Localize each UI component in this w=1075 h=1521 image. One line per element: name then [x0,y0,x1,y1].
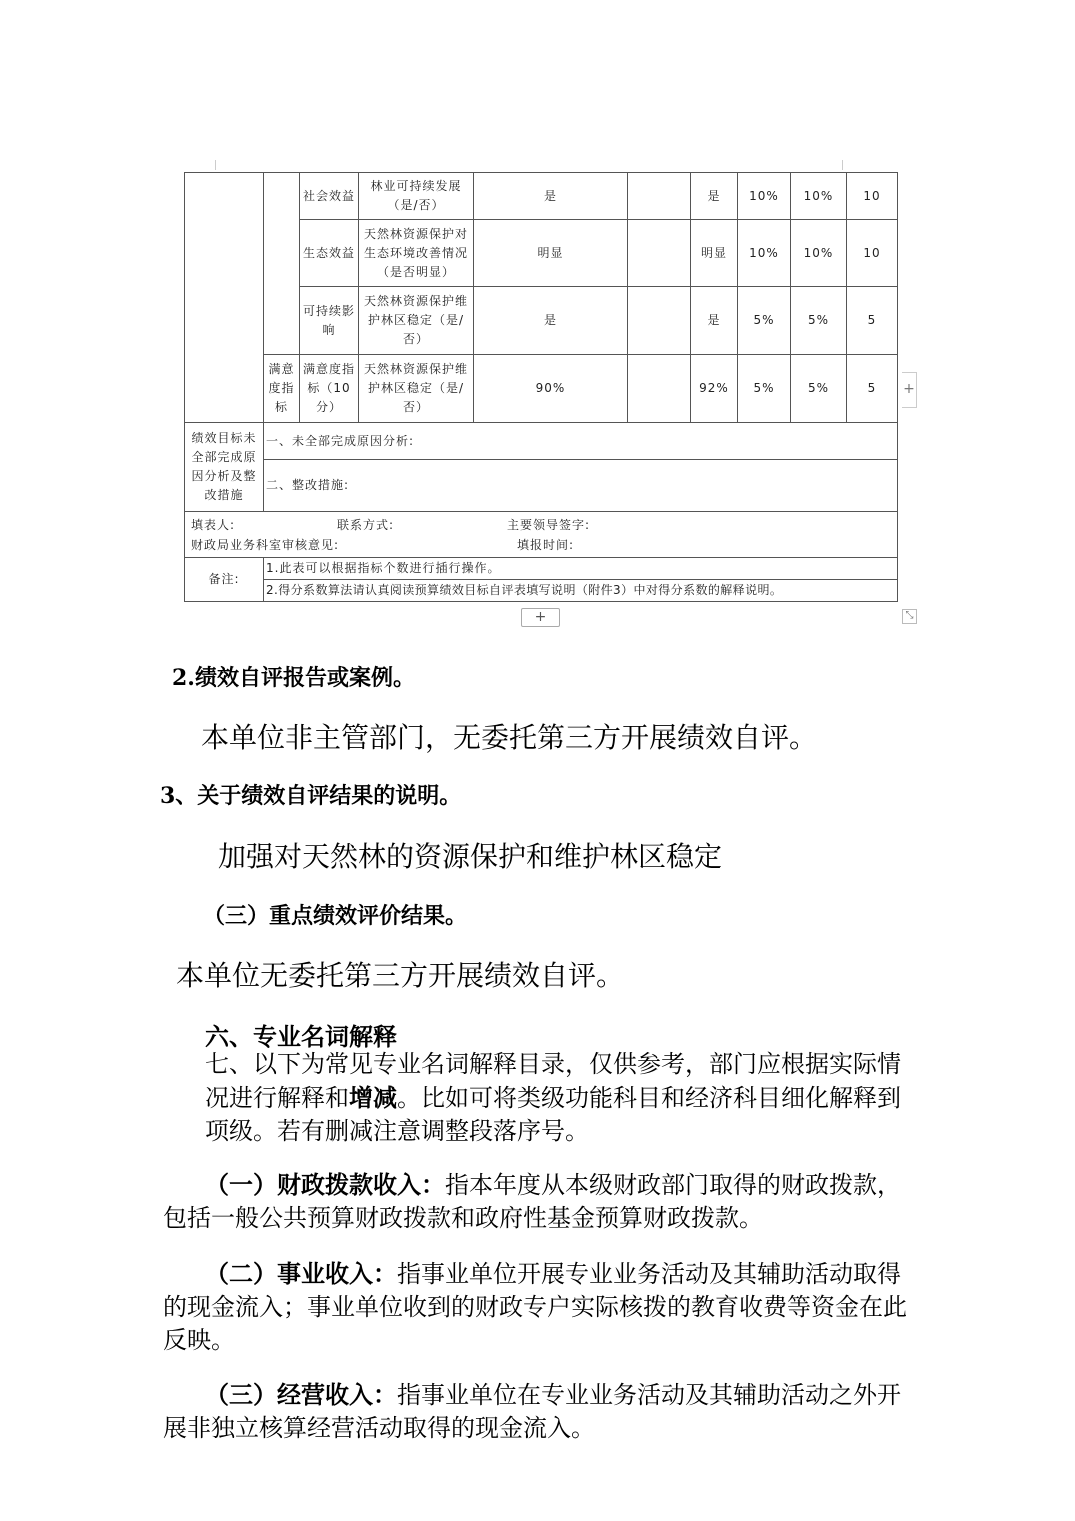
remark-2: 2.得分系数算法请认真阅读预算绩效目标自评表填写说明（附件3）中对得分系数的解释说明。 [264,580,898,602]
analysis-measures: 二、整改措施: [264,460,898,512]
filler-line-1 [185,515,897,535]
table-cell: 满意度指标 [264,355,300,423]
table-cell: 92% [691,355,738,423]
table-cell: 生态效益 [300,220,359,287]
table-cell: 是 [474,287,628,355]
def-text: 指事业单位在专业业务活动及其辅助活动之外开展非独立核算经营活动取得的现金流入。 [163,1381,901,1442]
terms-intro-text: 七、以下为常见专业名词解释目录，仅供参考，部门应根据实际情况进行解释和 [205,1050,901,1112]
table-cell: 10% [738,220,791,287]
def-term: （二）事业收入： [205,1259,397,1288]
table-cell-blank [628,220,691,287]
table-cell: 5% [738,287,791,355]
table-cell-blank [628,173,691,220]
remark-1: 1.此表可以根据指标个数进行插行操作。 [264,558,898,580]
table-cell: 是 [691,173,738,220]
def-text: 指事业单位开展专业业务活动及其辅助活动取得的现金流入；事业单位收到的财政专户实际核拨的教育收费等资金在此反映。 [163,1260,907,1354]
resize-handle-icon[interactable]: ⤡ [902,609,917,624]
ruler-tick-right [842,160,843,170]
performance-table[interactable] [184,172,898,602]
table-cell: 10% [791,173,847,220]
remark-label: 备注: [185,558,264,602]
def-fiscal-appropriation [163,1168,923,1235]
table-row [185,512,898,558]
table-cell: 90% [474,355,628,423]
ruler-tick-left [215,160,216,170]
heading-terms: 六、专业名词解释 [205,1022,397,1051]
table-row [185,423,898,460]
table-row [185,580,898,602]
heading-self-eval-report: 2.绩效自评报告或案例。 [172,665,415,691]
insert-column-icon[interactable]: + [902,372,917,408]
table-cell: 林业可持续发展（是/否） [359,173,474,220]
para-forest-protection: 加强对天然林的资源保护和维护林区稳定 [218,840,723,873]
table-cell: 社会效益 [300,173,359,220]
heading-key-eval: （三）重点绩效评价结果。 [203,903,468,929]
performance-table-wrapper [184,172,898,602]
table-cell: 明显 [691,220,738,287]
filler-review: 财政局业务科室审核意见: [191,537,340,552]
table-cell: 天然林资源保护对生态环境改善情况（是否明显） [359,220,474,287]
filler-person: 填表人: [191,517,236,532]
filler-contact: 联系方式: [337,517,395,532]
filler-line-2 [185,535,897,555]
table-cell: 5% [791,287,847,355]
table-cell: 5% [791,355,847,423]
table-cell: 10 [847,173,898,220]
para-terms-intro [205,1048,917,1148]
table-cell: 10 [847,220,898,287]
def-business-income [163,1257,923,1357]
table-cell: 满意度指标（10分） [300,355,359,423]
def-term: （三）经营收入： [205,1380,397,1409]
table-cell-blank [628,355,691,423]
def-text: 指本年度从本级财政部门取得的财政拨款，包括一般公共预算财政拨款和政府性基金预算财政拨款。 [163,1171,901,1232]
table-cell: 5 [847,355,898,423]
analysis-reason: 一、未全部完成原因分析: [264,423,898,460]
terms-intro-text-2: 。比如可将类级功能科目和经济科目细化解释到项级。若有删减注意调整段落序号。 [205,1084,901,1145]
table-cell: 是 [691,287,738,355]
filler-time: 填报时间: [517,537,575,552]
insert-row-button[interactable]: + [521,608,560,627]
filler-leader: 主要领导签字: [507,517,591,532]
table-cell: 天然林资源保护维护林区稳定（是/否） [359,287,474,355]
table-row [185,173,898,220]
def-term: （一）财政拨款收入： [205,1170,445,1199]
def-operating-income [163,1378,923,1445]
table-cell-blank [264,173,300,355]
table-row [185,460,898,512]
para-no-third-party-2: 本单位无委托第三方开展绩效自评。 [176,959,625,992]
terms-intro-bold: 增减 [349,1083,397,1112]
table-cell: 10% [738,173,791,220]
filler-block [185,512,898,558]
heading-result-explanation: 3、关于绩效自评结果的说明。 [160,783,462,809]
table-cell: 5 [847,287,898,355]
table-cell: 是 [474,173,628,220]
table-cell: 5% [738,355,791,423]
table-row [185,355,898,423]
table-cell: 可持续影响 [300,287,359,355]
table-cell: 明显 [474,220,628,287]
analysis-label: 绩效目标未全部完成原因分析及整改措施 [185,423,264,512]
table-row [185,558,898,580]
table-cell-blank [185,173,264,423]
table-cell: 10% [791,220,847,287]
table-cell-blank [628,287,691,355]
table-cell: 天然林资源保护维护林区稳定（是/否） [359,355,474,423]
para-no-third-party: 本单位非主管部门，无委托第三方开展绩效自评。 [201,721,818,754]
